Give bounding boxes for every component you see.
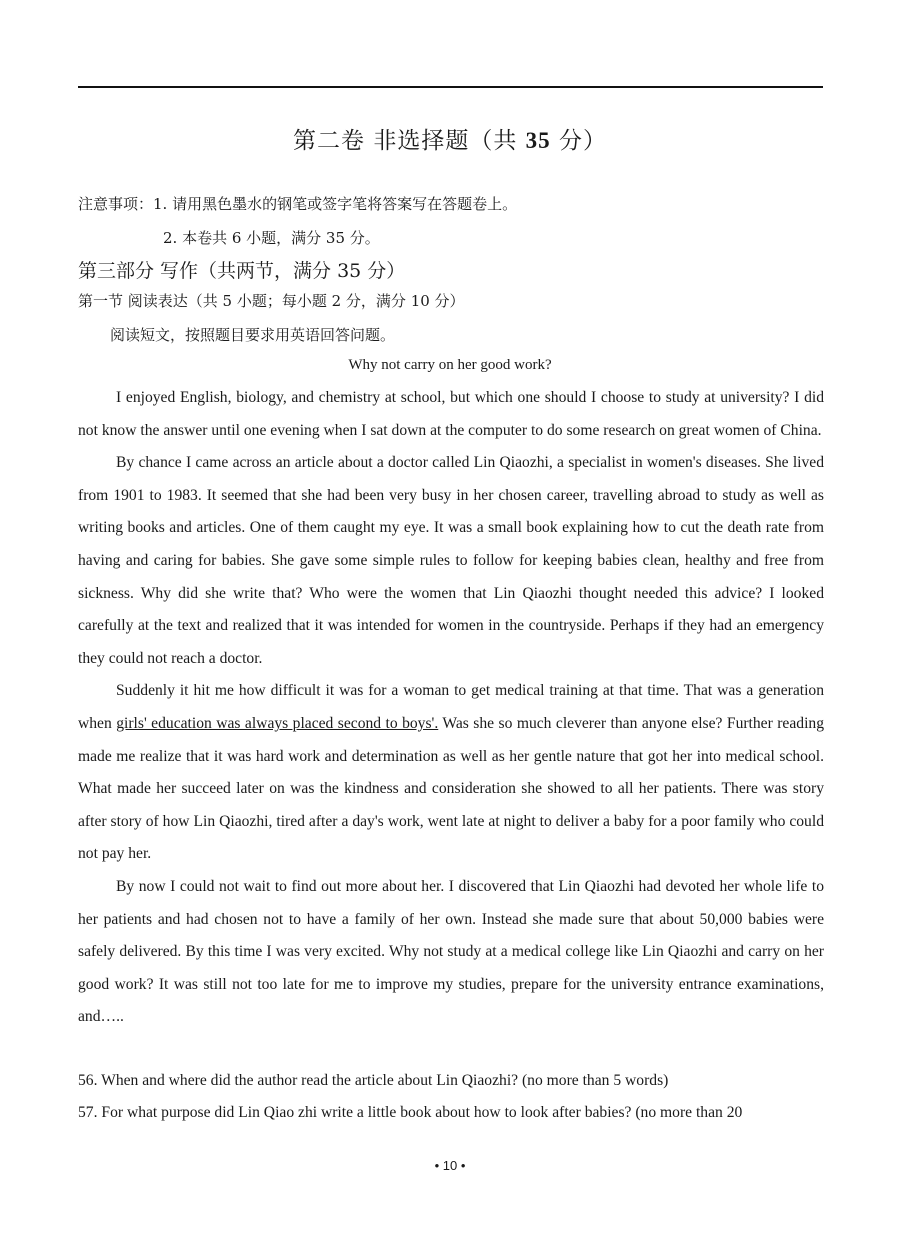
page-number: • 10 • (434, 1158, 466, 1173)
title-suffix: 分） (550, 128, 607, 154)
notes-item-1: 注意事项：1. 请用黑色墨水的钢笔或签字笔将答案写在答题卷上。 (78, 195, 518, 213)
passage-paragraph-4: By now I could not wait to find out more about her. I discovered that Lin Qiaozhi had devoted her whole life to her patients and had chosen not to have a family of her own. Instead she made sure that about 50,000 babies were safely delivered. By this time I was very excited. Why not study at a medical college like Lin Qiaozhi and carry on her good work? It was still not too late for me to improve my studies, prepare for the university entrance examinations, and….. (78, 877, 824, 1026)
question-57: 57. For what purpose did Lin Qiao zhi write a little book about how to look after babies? (no more than 20 (78, 1104, 743, 1121)
paragraph-3-end: Was she so much cleverer than anyone else? Further reading made me realize that it was hard work and determination as well as her gentle nature that got her into medical school. What made her succeed later on was the kindness and consideration she showed to all her patients. There was story after story of how Lin Qiaozhi, tired after a day's work, went late at night to deliver a baby for a poor family who could not pay her. (78, 714, 824, 863)
passage-body (78, 382, 824, 1034)
paragraph-3-start: Suddenly it hit me how difficult it was for a woman to get medical training at that time. That was a generation when (78, 682, 824, 732)
underlined-phrase: girls' education was always placed second to boys'. (116, 714, 439, 732)
question-56: 56. When and where did the author read the article about Lin Qiaozhi? (no more than 5 words) (78, 1072, 669, 1089)
title-score: 35 (525, 128, 551, 153)
section-heading: 第一节 阅读表达（共 5 小题；每小题 2 分，满分 10 分） (78, 292, 465, 310)
passage-paragraph-1: I enjoyed English, biology, and chemistry at school, but which one should I choose to study at university? I did not know the answer until one evening when I sat down at the computer to do some research on great women of China. (78, 389, 824, 439)
notes-item-2: 2. 本卷共 6 小题，满分 35 分。 (163, 229, 380, 247)
passage-paragraph-2: By chance I came across an article about a doctor called Lin Qiaozhi, a specialist in women's diseases. She lived from 1901 to 1983. It seemed that she had been very busy in her chosen career, travelling abroad to study as well as writing books and articles. One of them caught my eye. It was a small book explaining how to cut the death rate from having and caring for babies. She gave some simple rules to follow for keeping babies clean, healthy and free from sickness. Why did she write that? Who were the women that Lin Qiaozhi thought needed this advice? I looked carefully at the text and realized that it was intended for women in the countryside. Perhaps if they had an emergency they could not reach a doctor. (78, 454, 824, 667)
instructions: 阅读短文，按照题目要求用英语回答问题。 (110, 326, 396, 344)
top-rule (78, 86, 823, 88)
title-prefix: 第二卷 非选择题（共 (293, 128, 526, 154)
part-heading: 第三部分 写作（共两节，满分 35 分） (78, 260, 406, 282)
passage-title: Why not carry on her good work? (348, 357, 552, 373)
passage-paragraph-3 (78, 675, 824, 871)
paper-title (0, 122, 900, 155)
